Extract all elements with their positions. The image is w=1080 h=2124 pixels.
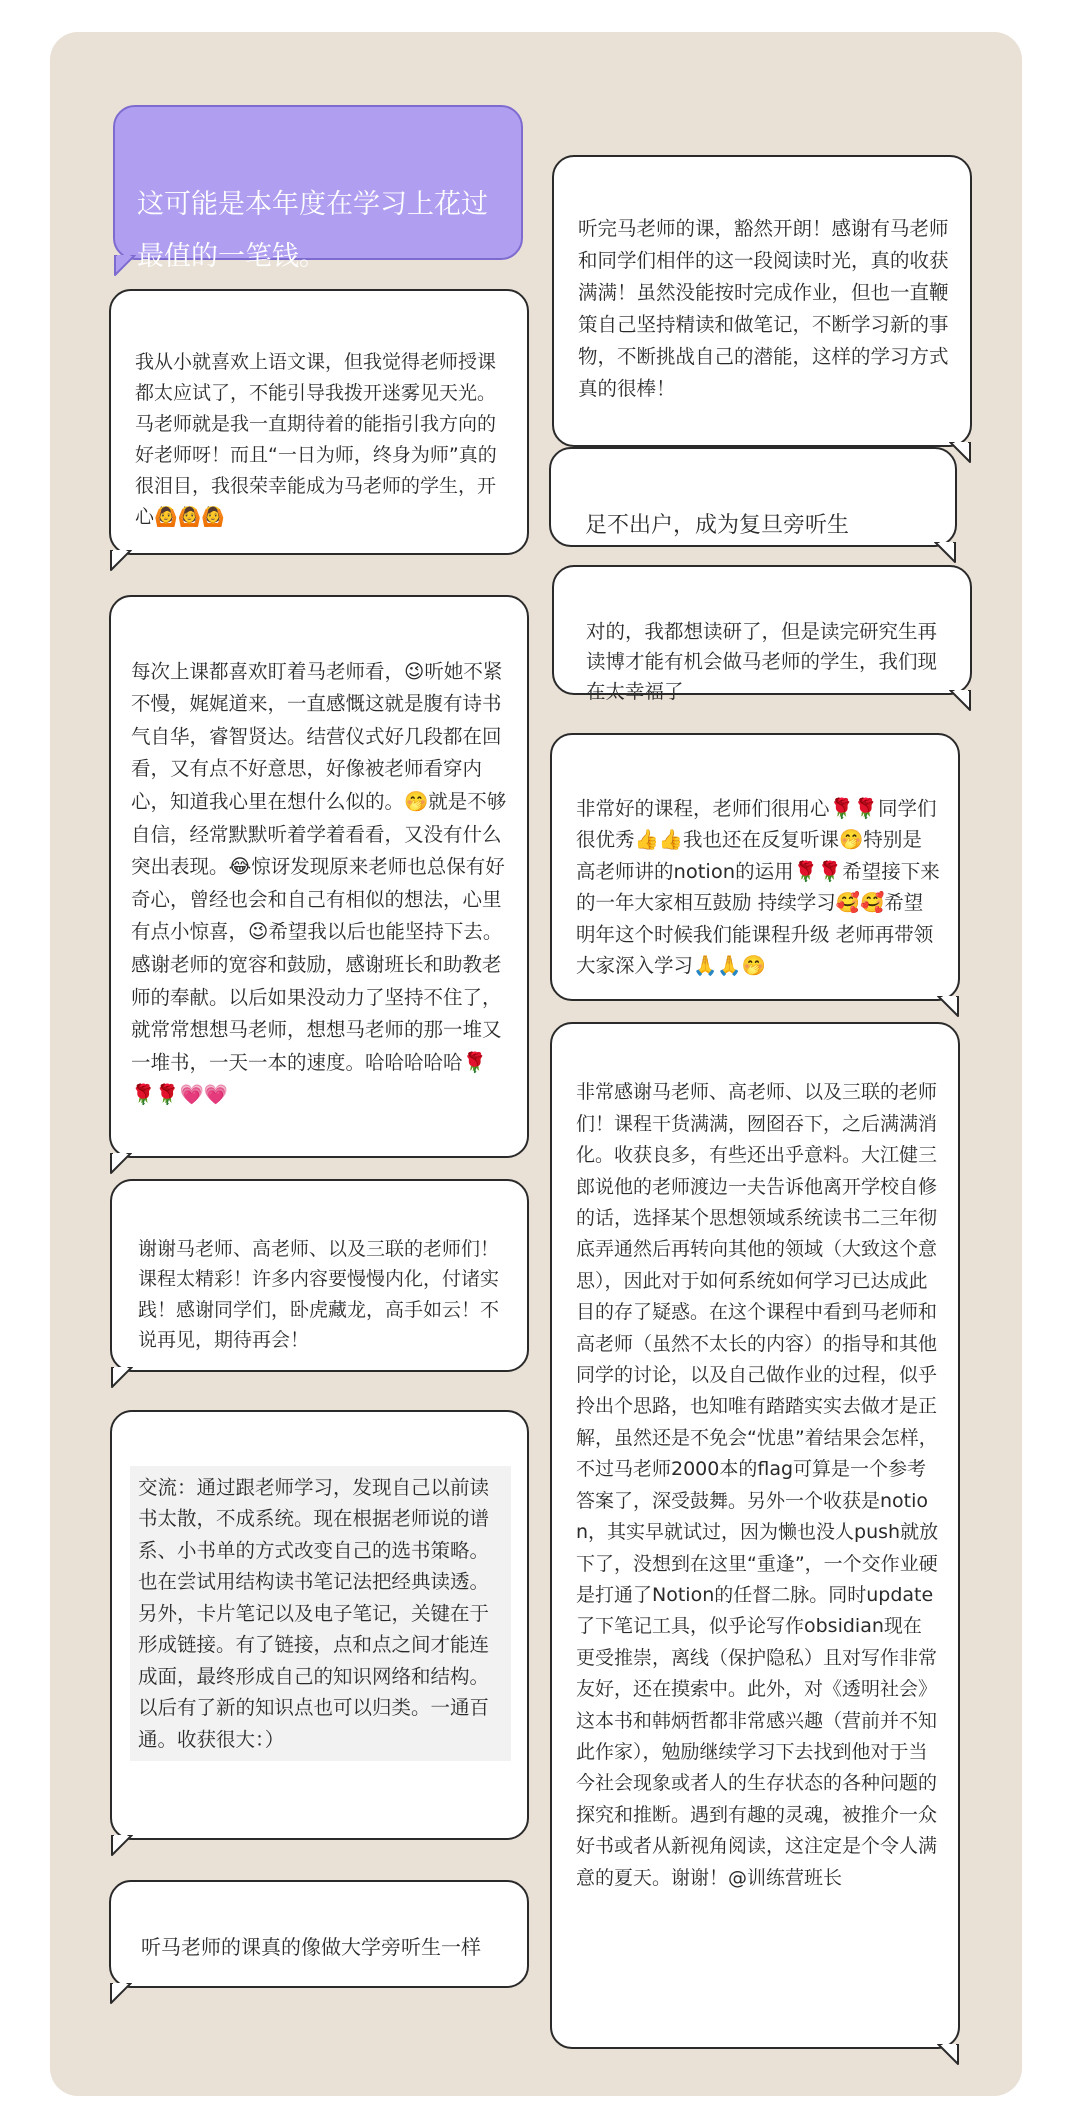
- message-bubble: [550, 733, 960, 1001]
- message-bubble: [552, 155, 972, 447]
- message-bubble: [549, 447, 957, 547]
- bubble-tail: [946, 690, 972, 712]
- bubble-tail: [109, 550, 135, 572]
- message-text: 这可能是本年度在学习上花过最值的一笔钱。: [137, 189, 488, 272]
- message-bubble: [109, 595, 529, 1158]
- message-bubble: [109, 289, 529, 555]
- bubble-tail: [113, 255, 139, 277]
- message-bubble-highlight: [113, 105, 523, 272]
- message-bubble: [110, 1179, 529, 1372]
- message-text: 谢谢马老师、高老师、以及三联的老师们！课程太精彩！许多内容要慢慢内化，付诸实践！感谢同学们，卧虎藏龙，高手如云！不说再见，期待再会！: [138, 1237, 500, 1351]
- message-bubble: [550, 1022, 960, 2049]
- bubble-tail: [109, 1153, 135, 1175]
- bubble-tail: [934, 2044, 960, 2066]
- message-text: 每次上课都喜欢盯着马老师看，😉听她不紧不慢，娓娓道来，一直感慨这就是腹有诗书气自华，睿智贤达。结营仪式好几段都在回看，又有点不好意思，好像被老师看穿内心，知道我心里在想什么似的。🤭就是不够自信，经常默默听着学着看看，又没有什么突出表现。😂惊讶发现原来老师也总保有好奇心，曾经也会和自己有相似的想法，心里有点小惊喜，😉希望我以后也能坚持下去。感谢老师的宽容和鼓励，感谢班长和助教老师的奉献。以后如果没动力了坚持不住了，就常常想想马老师，想想马老师的那一堆又一堆书，一天一本的速度。哈哈哈哈哈🌹🌹🌹💗💗: [131, 659, 507, 1107]
- message-text: 听完马老师的课，豁然开朗！感谢有马老师和同学们相伴的这一段阅读时光，真的收获满满！虽然没能按时完成作业，但也一直鞭策自己坚持精读和做笔记，不断学习新的事物，不断挑战自己的潜能，这样的学习方式真的很棒！: [578, 217, 949, 400]
- message-text: 对的，我都想读研了，但是读完研究生再读博才能有机会做马老师的学生，我们现在太幸福了: [586, 620, 938, 703]
- bubble-tail: [109, 1983, 135, 2005]
- message-text: 足不出户，成为复旦旁听生: [585, 513, 850, 538]
- message-text: 听马老师的课真的像做大学旁听生一样: [141, 1935, 481, 1959]
- message-bubble: [109, 1880, 529, 1988]
- message-text: 非常好的课程，老师们很用心🌹🌹同学们很优秀👍👍我也还在反复听课🤭特别是高老师讲的notion的运用🌹🌹希望接下来的一年大家相互鼓励 持续学习🥰🥰希望明年这个时候我们能课程升级 老师再带领大家深入学习🙏🙏🤭: [576, 796, 940, 977]
- message-text: 交流：通过跟老师学习，发现自己以前读书太散，不成系统。现在根据老师说的谱系、小书单的方式改变自己的选书策略。也在尝试用结构读书笔记法把经典读透。另外，卡片笔记以及电子笔记，关键在于形成链接。有了链接，点和点之间才能连成面，最终形成自己的知识网络和结构。以后有了新的知识点也可以归类。一通百通。收获很大：）: [130, 1466, 511, 1762]
- bubble-tail: [934, 996, 960, 1018]
- bubble-tail: [931, 542, 957, 564]
- message-text: 我从小就喜欢上语文课，但我觉得老师授课都太应试了，不能引导我拨开迷雾见天光。马老师就是我一直期待着的能指引我方向的好老师呀！而且“一日为师，终身为师”真的很泪目，我很荣幸能成为马老师的学生，开心🙆🙆🙆: [135, 351, 497, 528]
- message-text: 非常感谢马老师、高老师、以及三联的老师们！课程干货满满，囫囵吞下，之后满满消化。收获良多，有些还出乎意料。大江健三郎说他的老师渡边一夫告诉他离开学校自修的话，选择某个思想领域系统读书二三年彻底弄通然后再转向其他的领域（大致这个意思），因此对于如何系统如何学习已达成此目的存了疑惑。在这个课程中看到马老师和高老师（虽然不太长的内容）的指导和其他同学的讨论，以及自己做作业的过程，似乎拎出个思路，也知唯有踏踏实实去做才是正解，虽然还是不免会“忧患”着结果会怎样，不过马老师2000本的flag可算是一个参考答案了，深受鼓舞。另外一个收获是notion，其实早就试过，因为懒也没人push就放下了，没想到在这里“重逢”，一个交作业硬是打通了Notion的任督二脉。同时update了下笔记工具，似乎论写作obsidian现在更受推崇，离线（保护隐私）且对写作非常友好，还在摸索中。此外，对《透明社会》这本书和韩炳哲都非常感兴趣（营前并不知此作家），勉励继续学习下去找到他对于当今社会现象或者人的生存状态的各种问题的探究和推断。遇到有趣的灵魂，被推介一众好书或者从新视角阅读，这注定是个令人满意的夏天。谢谢！@训练营班长: [576, 1081, 939, 1889]
- message-bubble: [110, 1410, 529, 1840]
- message-bubble: [552, 565, 972, 703]
- bubble-tail: [110, 1835, 136, 1857]
- bubble-tail: [110, 1367, 136, 1389]
- feedback-board: [50, 32, 1022, 2096]
